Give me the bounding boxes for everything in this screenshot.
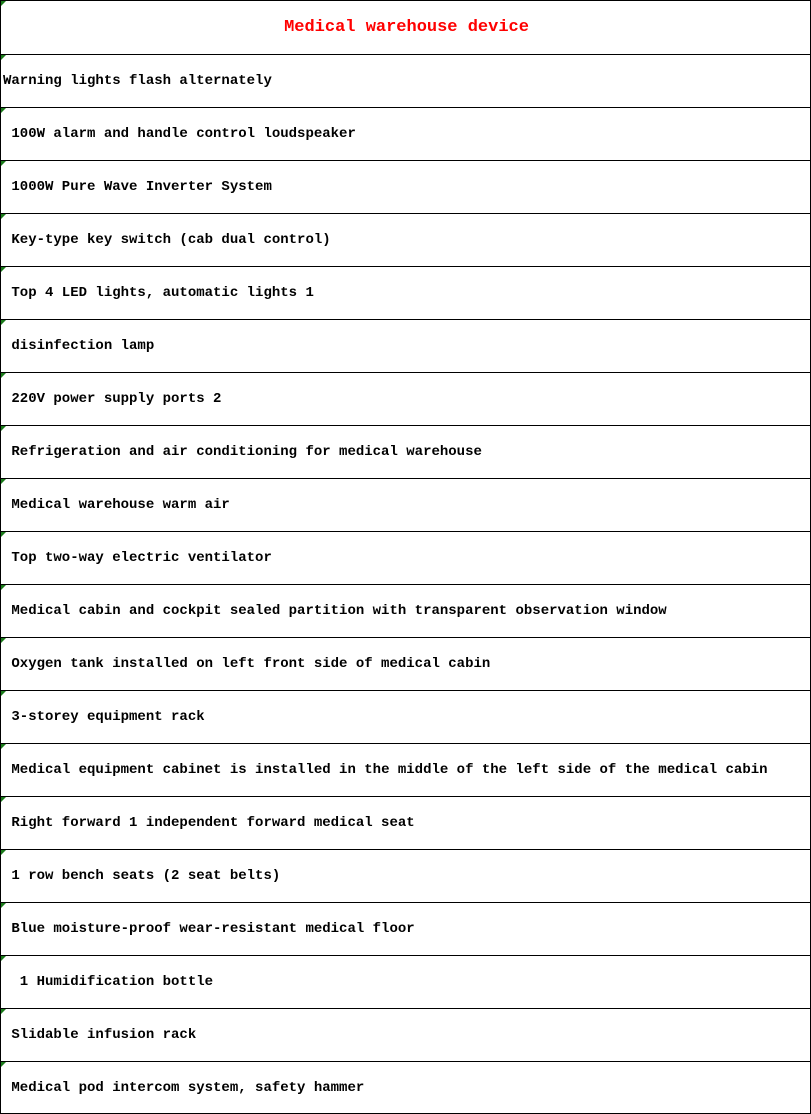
cell-comment-marker-icon: [1, 744, 6, 749]
table-row[interactable]: [1, 743, 810, 796]
table-row[interactable]: [1, 796, 810, 849]
table-row[interactable]: [1, 1061, 810, 1114]
cell-comment-marker-icon: [1, 797, 6, 802]
table-cell-text: Medical warehouse warm air: [3, 497, 230, 513]
cell-comment-marker-icon: [1, 479, 6, 484]
table-cell-text: 3-storey equipment rack: [3, 709, 205, 725]
cell-comment-marker-icon: [1, 55, 6, 60]
table-cell-text: Slidable infusion rack: [3, 1027, 197, 1043]
table-header-cell[interactable]: [1, 0, 810, 54]
table-row[interactable]: [1, 319, 810, 372]
table-row[interactable]: [1, 372, 810, 425]
table-row[interactable]: [1, 213, 810, 266]
table-cell-text: 100W alarm and handle control loudspeaker: [3, 126, 356, 142]
cell-comment-marker-icon: [1, 691, 6, 696]
table-row[interactable]: [1, 107, 810, 160]
cell-comment-marker-icon: [1, 956, 6, 961]
table-row[interactable]: [1, 266, 810, 319]
table-cell-text: Medical cabin and cockpit sealed partition with transparent observation window: [3, 603, 667, 619]
table-row[interactable]: [1, 584, 810, 637]
table-cell-text: Right forward 1 independent forward medical seat: [3, 815, 415, 831]
table-row[interactable]: [1, 849, 810, 902]
table-cell-text: Medical pod intercom system, safety hammer: [3, 1080, 365, 1096]
cell-comment-marker-icon: [1, 638, 6, 643]
table-cell-text: 1 row bench seats (2 seat belts): [3, 868, 281, 884]
cell-comment-marker-icon: [1, 267, 6, 272]
table-row[interactable]: [1, 478, 810, 531]
table-cell-text: Top 4 LED lights, automatic lights 1: [3, 285, 314, 301]
table-cell-text: Oxygen tank installed on left front side of medical cabin: [3, 656, 491, 672]
table-cell-text: disinfection lamp: [3, 338, 155, 354]
table-row[interactable]: [1, 902, 810, 955]
table-cell-text: Top two-way electric ventilator: [3, 550, 272, 566]
table-row[interactable]: [1, 637, 810, 690]
cell-comment-marker-icon: [1, 1, 6, 6]
cell-comment-marker-icon: [1, 850, 6, 855]
cell-comment-marker-icon: [1, 214, 6, 219]
table-cell-text: Warning lights flash alternately: [3, 73, 272, 89]
cell-comment-marker-icon: [1, 585, 6, 590]
cell-comment-marker-icon: [1, 1009, 6, 1014]
table-cell-text: Key-type key switch (cab dual control): [3, 232, 331, 248]
table-cell-text: 1000W Pure Wave Inverter System: [3, 179, 272, 195]
cell-comment-marker-icon: [1, 108, 6, 113]
table-row[interactable]: [1, 690, 810, 743]
table-cell-text: 220V power supply ports 2: [3, 391, 222, 407]
table-row[interactable]: [1, 955, 810, 1008]
table-cell-text: Refrigeration and air conditioning for medical warehouse: [3, 444, 482, 460]
table-title: Medical warehouse device: [284, 18, 529, 37]
cell-comment-marker-icon: [1, 161, 6, 166]
cell-comment-marker-icon: [1, 320, 6, 325]
cell-comment-marker-icon: [1, 426, 6, 431]
table-row[interactable]: [1, 1008, 810, 1061]
cell-comment-marker-icon: [1, 532, 6, 537]
cell-comment-marker-icon: [1, 1062, 6, 1067]
table-cell-text: 1 Humidification bottle: [3, 974, 214, 990]
table-cell-text: Blue moisture-proof wear-resistant medical floor: [3, 921, 415, 937]
cell-comment-marker-icon: [1, 903, 6, 908]
cell-comment-marker-icon: [1, 373, 6, 378]
table-row[interactable]: [1, 531, 810, 584]
table-cell-text: Medical equipment cabinet is installed in the middle of the left side of the medical cabin: [3, 762, 768, 778]
table-row[interactable]: [1, 425, 810, 478]
table-row[interactable]: [1, 54, 810, 107]
table-row[interactable]: [1, 160, 810, 213]
